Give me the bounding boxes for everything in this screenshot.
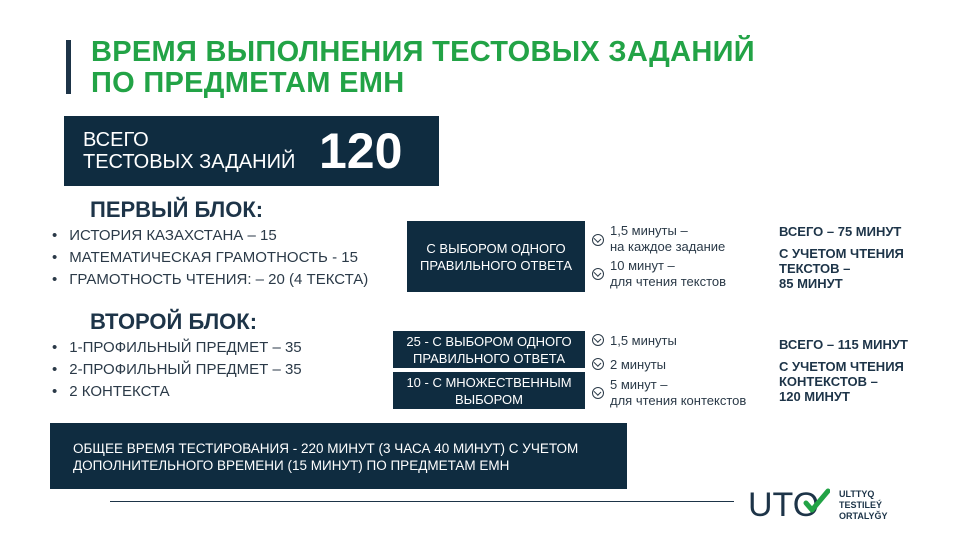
total-time-note xyxy=(50,423,627,489)
list-item: • 1-ПРОФИЛЬНЫЙ ПРЕДМЕТ – 35 xyxy=(52,337,302,359)
logo-text-line-1: ULTTYQ xyxy=(839,489,875,499)
block2-summary-line-3: 120 МИНУТ xyxy=(779,389,850,404)
block1-summary xyxy=(779,224,904,291)
block1-format-line-1: С ВЫБОРОМ ОДНОГО xyxy=(426,240,566,256)
list-item: • 2-ПРОФИЛЬНЫЙ ПРЕДМЕТ – 35 xyxy=(52,359,302,381)
title-line-1: ВРЕМЯ ВЫПОЛНЕНИЯ ТЕСТОВЫХ ЗАДАНИЙ xyxy=(91,36,755,68)
block2-summary-line-2: КОНТЕКСТОВ – xyxy=(779,374,878,389)
block1-time2-line-2: для чтения текстов xyxy=(610,274,727,289)
block2-format-single-box xyxy=(393,331,585,368)
block1-subject-list xyxy=(52,225,368,291)
title-accent-bar xyxy=(66,40,71,94)
clock-icon xyxy=(592,358,604,370)
clock-icon xyxy=(592,268,604,280)
page-title xyxy=(91,37,851,99)
block2-time3-line-2: для чтения контекстов xyxy=(610,393,747,408)
list-item: • ИСТОРИЯ КАЗАХСТАНА – 15 xyxy=(52,225,368,247)
block2-format-multiple-box xyxy=(393,372,585,409)
logo-mark: UTO xyxy=(748,487,820,521)
block1-summary-line-2: ТЕКСТОВ – xyxy=(779,261,851,276)
block2-time-reading xyxy=(592,377,770,411)
block2-format2-line-1: 10 - С МНОЖЕСТВЕННЫМ xyxy=(406,374,572,390)
title-line-2: ПО ПРЕДМЕТАМ ЕМН xyxy=(91,67,405,99)
block2-time3-line-1: 5 минут – xyxy=(610,377,668,392)
logo-text-line-3: ORTALYĞY xyxy=(839,511,888,521)
clock-icon xyxy=(592,234,604,246)
total-time-note-line-1: ОБЩЕЕ ВРЕМЯ ТЕСТИРОВАНИЯ - 220 МИНУТ (3 ЧАСА 40 МИНУТ) С УЧЕТОМ xyxy=(73,441,579,456)
block1-format-line-2: ПРАВИЛЬНОГО ОТВЕТА xyxy=(419,257,572,273)
block2-time-multiple xyxy=(592,357,762,373)
block1-time2-line-1: 10 минут – xyxy=(610,258,675,273)
total-tasks-number: 120 xyxy=(319,123,403,179)
logo-text xyxy=(839,489,888,522)
block2-format2-line-2: ВЫБОРОМ xyxy=(454,391,523,407)
block2-summary xyxy=(779,337,908,404)
block1-time-reading xyxy=(592,258,762,292)
block2-title: ВТОРОЙ БЛОК: xyxy=(90,309,258,334)
list-item: • МАТЕМАТИЧЕСКАЯ ГРАМОТНОСТЬ - 15 xyxy=(52,247,368,269)
block1-time1-line-2: на каждое задание xyxy=(610,239,726,254)
clock-icon xyxy=(592,387,604,399)
block1-summary-total: ВСЕГО – 75 МИНУТ xyxy=(779,224,902,239)
block1-format-box xyxy=(407,221,585,292)
block1-summary-line-1: С УЧЕТОМ ЧТЕНИЯ xyxy=(779,246,904,261)
block1-title: ПЕРВЫЙ БЛОК: xyxy=(90,197,264,222)
logo-text-line-2: TESTILEÝ xyxy=(839,500,883,510)
total-time-note-line-2: ДОПОЛНИТЕЛЬНОГО ВРЕМЕНИ (15 МИНУТ) ПО ПРЕДМЕТАМ ЕМН xyxy=(73,458,510,473)
list-item: • 2 КОНТЕКСТА xyxy=(52,381,302,403)
block1-time1-line-1: 1,5 минуты – xyxy=(610,223,688,238)
total-label-line-1: ВСЕГО xyxy=(83,129,149,151)
total-tasks-label xyxy=(83,129,295,173)
clock-icon xyxy=(592,334,604,346)
block2-summary-line-1: С УЧЕТОМ ЧТЕНИЯ xyxy=(779,359,904,374)
block2-format1-line-1: 25 - С ВЫБОРОМ ОДНОГО xyxy=(406,333,572,349)
block2-time2: 2 минуты xyxy=(610,357,667,372)
block2-time-single xyxy=(592,333,762,349)
total-label-line-2: ТЕСТОВЫХ ЗАДАНИЙ xyxy=(83,151,296,173)
block1-time-per-task xyxy=(592,223,762,257)
footer-divider xyxy=(110,501,734,502)
total-tasks-box xyxy=(64,116,439,186)
uto-logo xyxy=(748,487,830,521)
block2-subject-list xyxy=(52,337,302,403)
block2-format1-line-2: ПРАВИЛЬНОГО ОТВЕТА xyxy=(412,350,565,366)
block2-summary-total: ВСЕГО – 115 МИНУТ xyxy=(779,337,908,352)
list-item: • ГРАМОТНОСТЬ ЧТЕНИЯ: – 20 (4 ТЕКСТА) xyxy=(52,269,368,291)
block2-time1: 1,5 минуты xyxy=(610,333,677,348)
block1-summary-line-3: 85 МИНУТ xyxy=(779,276,843,291)
